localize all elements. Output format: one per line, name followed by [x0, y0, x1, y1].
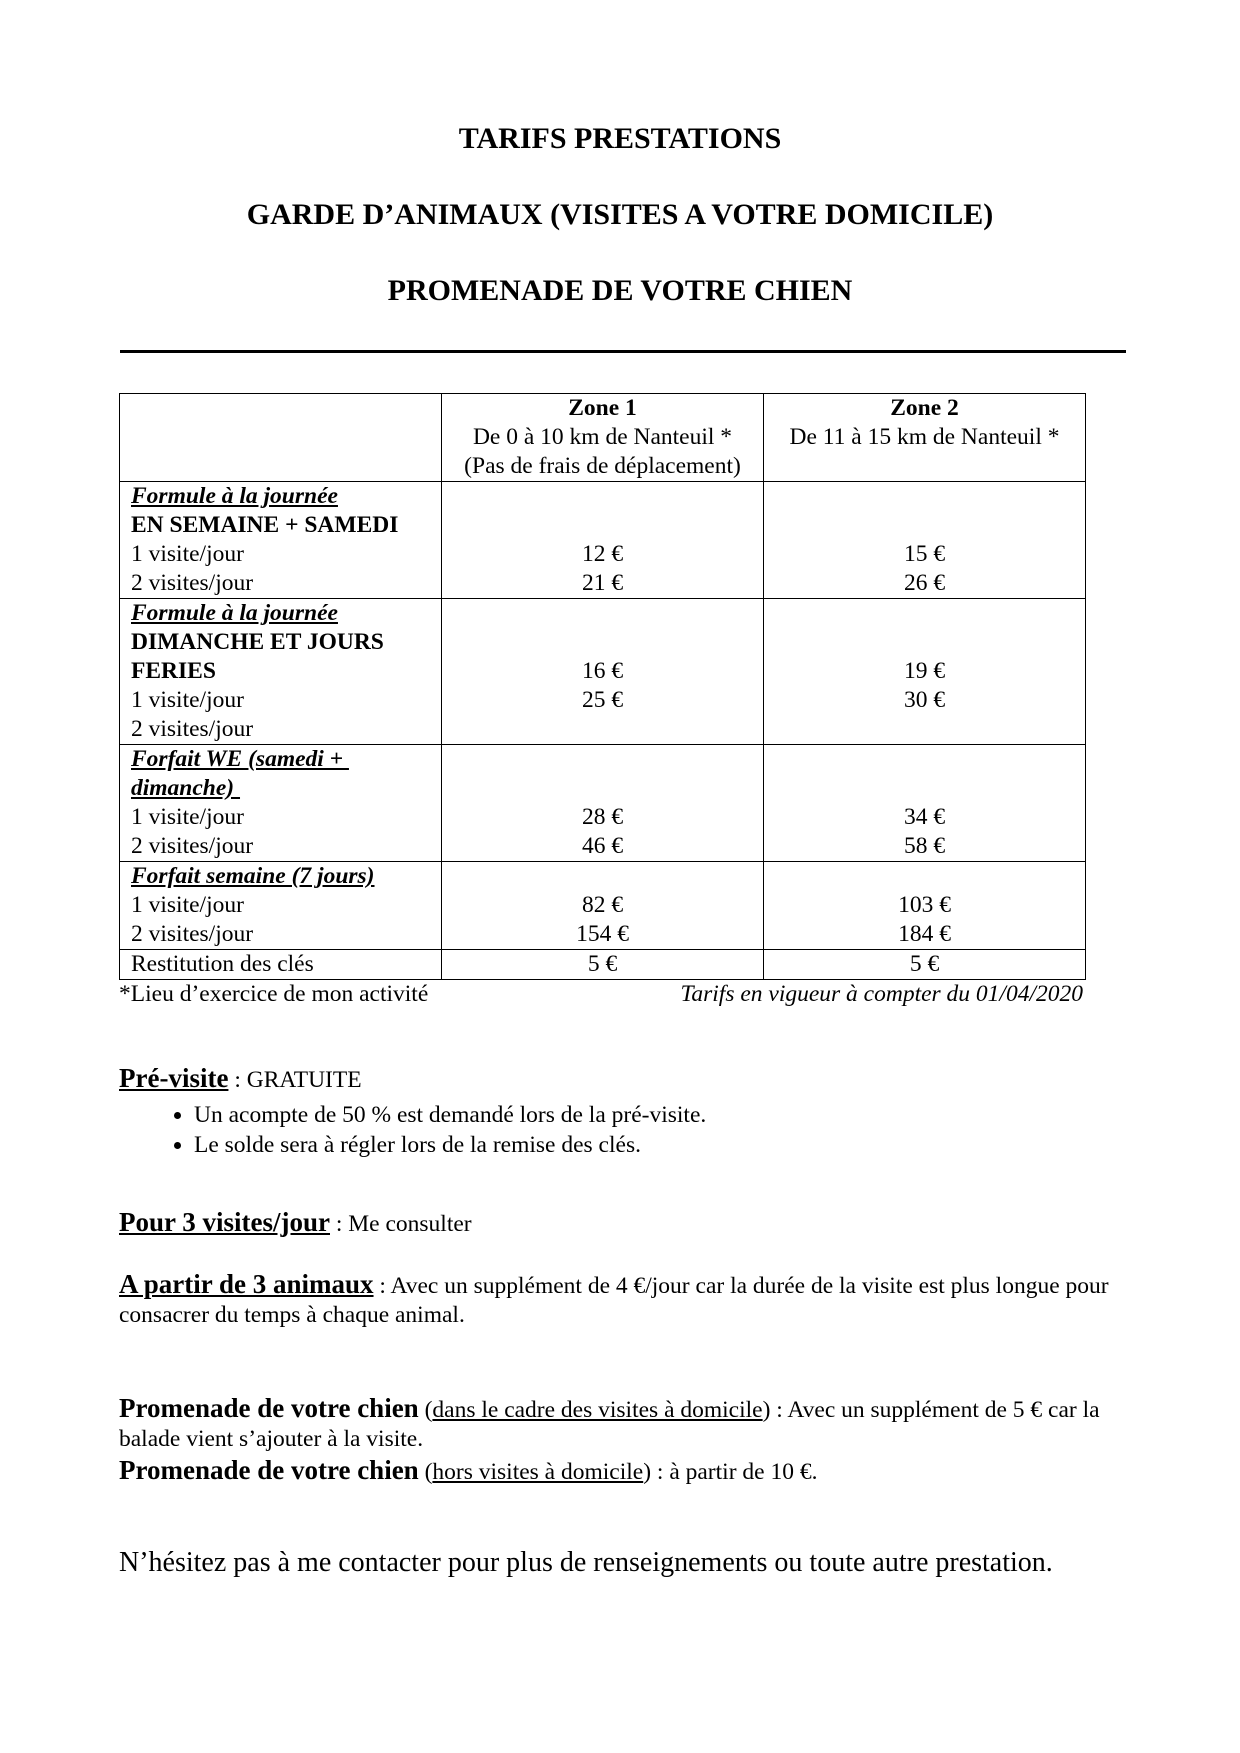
price-cell: 15 €	[903, 541, 946, 567]
price-cell: 82 €	[581, 892, 624, 918]
row-heading: dimanche)	[131, 775, 241, 801]
row-line: 2 visites/jour	[131, 833, 254, 859]
row-label	[120, 599, 442, 745]
table-header-row	[120, 394, 1086, 482]
price-cell: 25 €	[581, 687, 624, 713]
title-garde: GARDE D’ANIMAUX (VISITES A VOTRE DOMICILE)	[246, 198, 994, 231]
three-animals-paragraph	[119, 1270, 1129, 1330]
list-item: • Un acompte de 50 % est demandé lors de la pré-visite.	[194, 1100, 706, 1130]
price-cell: 154 €	[576, 921, 629, 947]
footnote-location: *Lieu d’exercice de mon activité	[119, 981, 429, 1007]
zone1-prices	[442, 599, 764, 745]
walk-heading: Promenade de votre chien	[119, 1393, 419, 1423]
row-line: 1 visite/jour	[131, 541, 244, 567]
row-subheading: FERIES	[131, 658, 216, 684]
zone2-prices	[764, 745, 1086, 862]
price-cell: 5 €	[764, 950, 1086, 980]
three-animals-text: : Avec un supplément de 4 €/jour car la durée de la visite est plus longue pour consacrer du temps à chaque animal.	[119, 1273, 1109, 1328]
walk-condition: hors visites à domicile	[432, 1459, 644, 1485]
price-cell: 5 €	[442, 950, 764, 980]
table-row	[120, 482, 1086, 599]
zone2-header	[764, 394, 1086, 482]
table-row	[120, 950, 1086, 980]
three-visits-text: : Me consulter	[330, 1211, 472, 1237]
price-cell: 30 €	[903, 687, 946, 713]
walk-condition: dans le cadre des visites à domicile	[432, 1397, 763, 1423]
walk-text: ) : Avec un supplément de 5 € car la balade vient s’ajouter à la visite.	[119, 1397, 1100, 1452]
three-visits-line	[119, 1208, 1129, 1239]
walk-text: ) : à partir de 10 €.	[643, 1459, 818, 1485]
zone1-prices	[442, 745, 764, 862]
row-label	[120, 745, 442, 862]
price-cell: 46 €	[581, 833, 624, 859]
title-tarifs: TARIFS PRESTATIONS	[458, 122, 782, 155]
row-subheading: DIMANCHE ET JOURS	[131, 629, 384, 655]
price-cell: 58 €	[903, 833, 946, 859]
list-item: • Le solde sera à régler lors de la remise des clés.	[194, 1130, 706, 1160]
walk-with-visit-paragraph	[119, 1394, 1129, 1454]
walk-without-visit-paragraph	[119, 1456, 1129, 1487]
zone2-range: De 11 à 15 km de Nanteuil *	[789, 424, 1060, 450]
price-cell: 16 €	[581, 658, 624, 684]
zone2-prices	[764, 599, 1086, 745]
zone2-name: Zone 2	[890, 395, 959, 421]
previsite-heading: Pré-visite	[119, 1063, 229, 1093]
three-visits-heading: Pour 3 visites/jour	[119, 1207, 330, 1237]
price-cell: 184 €	[898, 921, 951, 947]
row-heading: Forfait semaine (7 jours)	[131, 863, 375, 889]
row-subheading: EN SEMAINE + SAMEDI	[131, 512, 399, 538]
table-row	[120, 862, 1086, 950]
title-promenade: PROMENADE DE VOTRE CHIEN	[387, 274, 853, 307]
footnote-validity: Tarifs en vigueur à compter du 01/04/2020	[680, 981, 1083, 1007]
zone1-note: (Pas de frais de déplacement)	[464, 453, 741, 479]
row-line: 2 visites/jour	[131, 921, 254, 947]
row-label: Restitution des clés	[120, 950, 442, 980]
zone1-prices	[442, 862, 764, 950]
zone1-prices	[442, 482, 764, 599]
price-cell: 21 €	[581, 570, 624, 596]
row-heading: Formule à la journée	[131, 600, 338, 626]
row-heading: Forfait WE (samedi +	[131, 746, 349, 772]
title-divider	[120, 350, 1126, 353]
zone2-prices	[764, 482, 1086, 599]
row-line: 1 visite/jour	[131, 892, 244, 918]
row-line: 1 visite/jour	[131, 687, 244, 713]
walk-heading: Promenade de votre chien	[119, 1455, 419, 1485]
price-cell: 19 €	[903, 658, 946, 684]
row-label	[120, 482, 442, 599]
walk-paren: (	[418, 1459, 433, 1485]
price-cell: 34 €	[903, 804, 946, 830]
row-line: 2 visites/jour	[131, 716, 254, 742]
row-label	[120, 862, 442, 950]
previsite-bullets	[160, 1100, 706, 1160]
price-cell: 28 €	[581, 804, 624, 830]
closing-sentence: N’hésitez pas à me contacter pour plus de renseignements ou toute autre prestation.	[119, 1547, 1053, 1578]
price-cell: 26 €	[903, 570, 946, 596]
header-empty-cell	[120, 394, 442, 482]
zone1-name: Zone 1	[568, 395, 637, 421]
row-heading: Formule à la journée	[131, 483, 338, 509]
row-line: 2 visites/jour	[131, 570, 254, 596]
previsite-text: : GRATUITE	[228, 1067, 362, 1093]
table-row	[120, 745, 1086, 862]
zone2-prices	[764, 862, 1086, 950]
price-table	[119, 393, 1086, 980]
row-line: 1 visite/jour	[131, 804, 244, 830]
previsite-line	[119, 1064, 1129, 1095]
walk-paren: (	[418, 1397, 433, 1423]
price-cell: 103 €	[898, 892, 951, 918]
zone1-header	[442, 394, 764, 482]
price-cell: 12 €	[581, 541, 624, 567]
table-row	[120, 599, 1086, 745]
three-animals-heading: A partir de 3 animaux	[119, 1269, 374, 1299]
zone1-range: De 0 à 10 km de Nanteuil *	[472, 424, 733, 450]
